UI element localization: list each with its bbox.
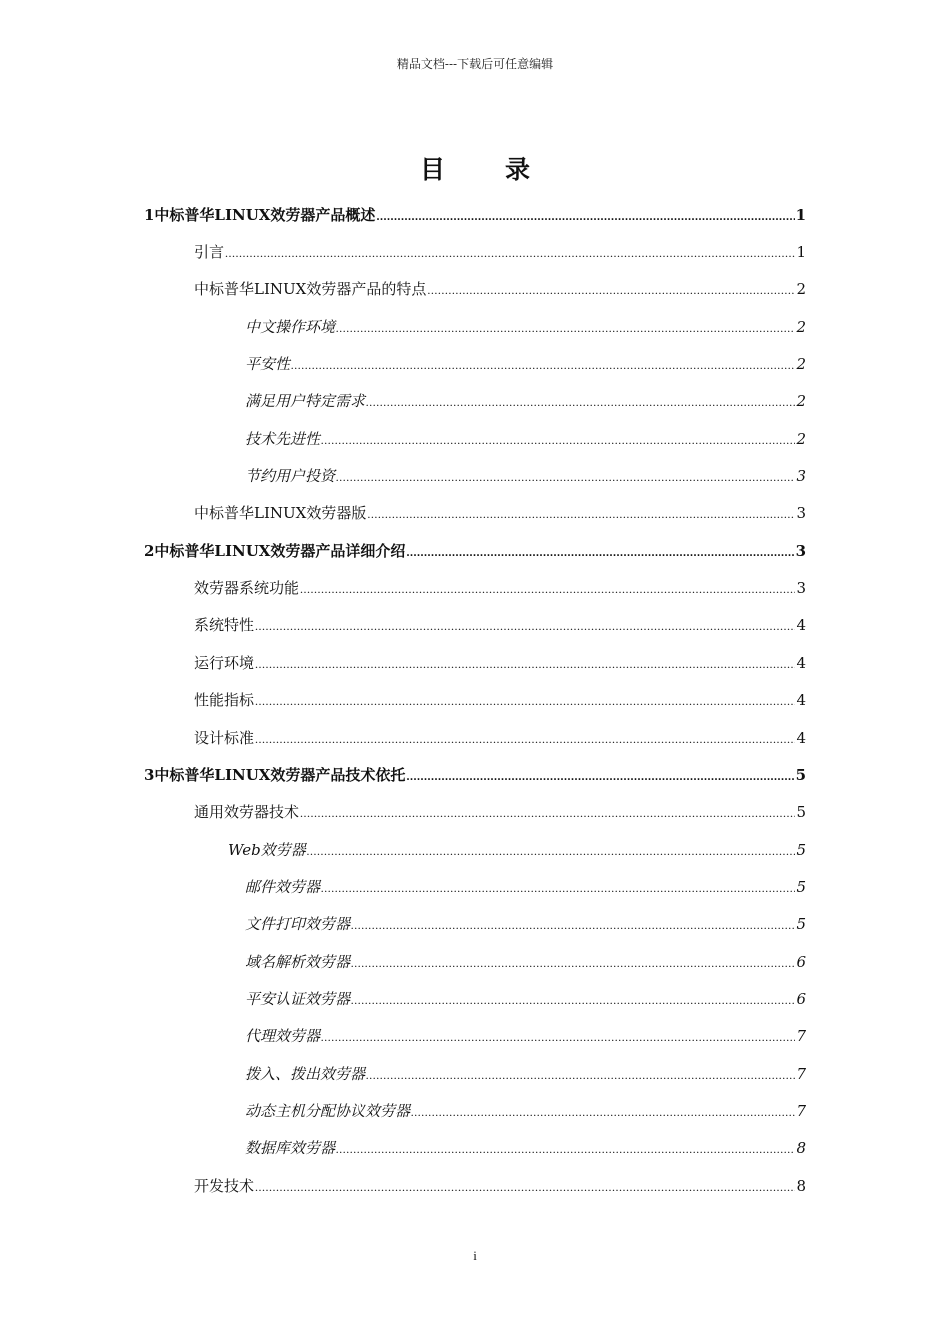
toc-entry[interactable] [245,390,806,412]
dot-leader [321,1026,795,1048]
dot-leader [255,1176,795,1198]
toc-entry-page: 4 [796,654,806,672]
toc-entry-page: 4 [796,691,806,709]
toc-entry-page: 7 [796,1027,806,1045]
dot-leader [411,1101,795,1123]
dot-leader [336,466,795,488]
dot-leader [255,728,795,750]
toc-entry[interactable] [245,913,806,935]
toc-entry-label: 中标普华LINUX效劳器版 [194,504,367,522]
toc-entry[interactable] [144,540,806,562]
toc-entry[interactable] [245,951,806,973]
dot-leader [255,653,795,675]
toc-entry-page: 1 [796,243,806,261]
toc-entry-label: 1中标普华LINUX效劳器产品概述 [144,206,376,224]
toc-entry[interactable] [194,1175,806,1197]
dot-leader [255,615,795,637]
toc-entry-label: 中标普华LINUX效劳器产品的特点 [194,280,427,298]
toc-entry-page: 5 [796,878,806,896]
dot-leader [376,205,794,227]
toc-entry[interactable] [194,614,806,636]
toc-entry-page: 5 [795,766,806,784]
toc-entry-label: 拨入、拨出效劳器 [245,1065,366,1083]
toc-entry[interactable] [245,316,806,338]
toc-entry-page: 5 [796,915,806,933]
toc-entry-page: 3 [796,504,806,522]
toc-entry-page: 3 [796,579,806,597]
toc-entry[interactable] [194,577,806,599]
toc-entry-label: 中文操作环境 [245,318,336,336]
toc-entry[interactable] [245,1100,806,1122]
dot-leader [300,802,795,824]
toc-entry-page: 2 [796,318,806,336]
dot-leader [366,391,795,413]
toc-entry-label: 2中标普华LINUX效劳器产品详细介绍 [144,542,406,560]
dot-leader [351,952,795,974]
toc-entry[interactable] [194,502,806,524]
toc-entry-page: 4 [796,729,806,747]
toc-entry[interactable] [245,353,806,375]
dot-leader [321,877,795,899]
toc-entry-label: 代理效劳器 [245,1027,321,1045]
dot-leader [406,541,794,563]
toc-entry-label: Web效劳器 [228,841,306,859]
dot-leader [336,1138,795,1160]
dot-leader [336,317,795,339]
dot-leader [225,242,795,264]
toc-entry-label: 平安性 [245,355,291,373]
dot-leader [366,1064,795,1086]
page-header: 精品文档---下载后可任意编辑 [396,57,554,71]
toc-entry-label: 邮件效劳器 [245,878,321,896]
toc-entry[interactable] [245,465,806,487]
toc-entry-page: 3 [795,542,806,560]
toc-entry-page: 1 [795,206,806,224]
toc-entry-page: 2 [796,280,806,298]
toc-entry[interactable] [245,1063,806,1085]
toc-entry-page: 2 [796,392,806,410]
dot-leader [300,578,795,600]
toc-entry-label: 引言 [194,243,225,261]
toc-entry-label: 节约用户投资 [245,467,336,485]
dot-leader [351,989,795,1011]
toc-entry-page: 7 [796,1065,806,1083]
toc-entry[interactable] [245,876,806,898]
toc-entry[interactable] [245,1137,806,1159]
toc-entry-page: 4 [796,616,806,634]
toc-title: 目录 [419,155,590,184]
toc-entry-page: 2 [796,355,806,373]
dot-leader [367,503,795,525]
toc-entry-label: 域名解析效劳器 [245,953,351,971]
toc-entry[interactable] [245,1025,806,1047]
toc-entry-page: 5 [796,803,806,821]
toc-entry[interactable] [228,839,806,861]
toc-entry-page: 7 [796,1102,806,1120]
dot-leader [427,279,795,301]
toc-entry-label: 通用效劳器技术 [194,803,300,821]
toc-entry-label: 动态主机分配协议效劳器 [245,1102,411,1120]
toc-entry-label: 效劳器系统功能 [194,579,300,597]
toc-entry[interactable] [194,727,806,749]
toc-entry-label: 性能指标 [194,691,255,709]
toc-entry-label: 系统特性 [194,616,255,634]
toc-entry-page: 8 [796,1177,806,1195]
toc-entry-label: 满足用户特定需求 [245,392,366,410]
dot-leader [406,765,794,787]
toc-entry[interactable] [245,428,806,450]
toc-entry-label: 设计标准 [194,729,255,747]
toc-entry-page: 5 [796,841,806,859]
toc-entry[interactable] [144,204,806,226]
dot-leader [291,354,795,376]
toc-entry-page: 6 [796,990,806,1008]
dot-leader [321,429,795,451]
toc-entry[interactable] [194,689,806,711]
toc-entry-label: 平安认证效劳器 [245,990,351,1008]
toc-entry[interactable] [194,652,806,674]
dot-leader [351,914,795,936]
toc-entry-label: 文件打印效劳器 [245,915,351,933]
toc-entry[interactable] [194,241,806,263]
toc-entry-label: 3中标普华LINUX效劳器产品技术依托 [144,766,406,784]
dot-leader [307,840,796,862]
toc-entry-page: 3 [796,467,806,485]
page-number: i [473,1248,477,1263]
toc-entry[interactable] [194,278,806,300]
toc-entry-page: 6 [796,953,806,971]
toc-entry[interactable] [194,801,806,823]
toc-entry-label: 运行环境 [194,654,255,672]
toc-entry[interactable] [144,764,806,786]
dot-leader [255,690,795,712]
toc-entry-label: 数据库效劳器 [245,1139,336,1157]
toc-entry-page: 2 [796,430,806,448]
toc-entry-label: 技术先进性 [245,430,321,448]
toc-entry-label: 开发技术 [194,1177,255,1195]
toc-entry[interactable] [245,988,806,1010]
toc-entry-page: 8 [796,1139,806,1157]
